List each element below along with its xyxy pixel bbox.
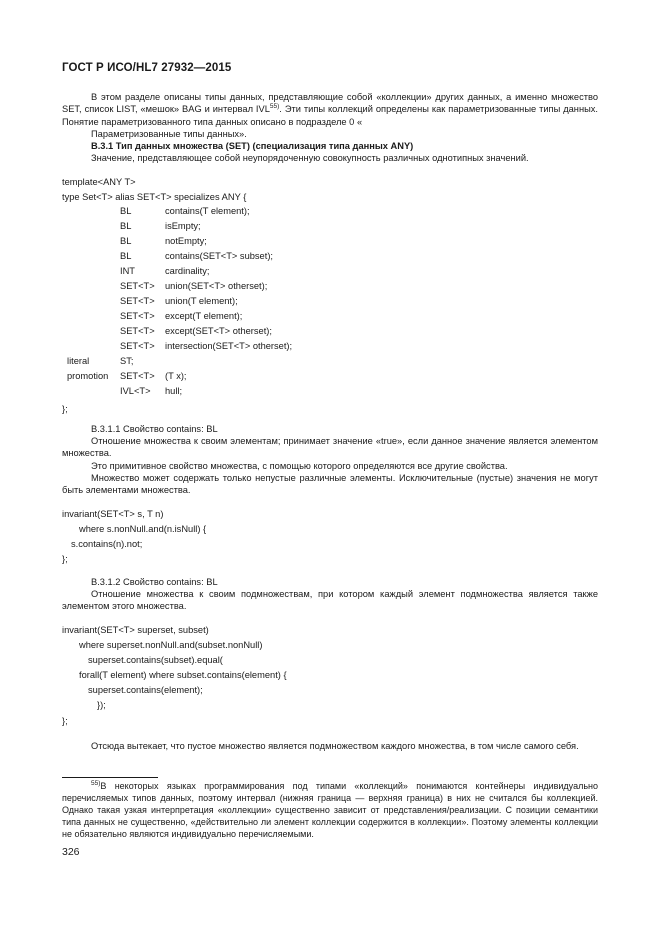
footnote-rule	[62, 777, 158, 778]
sig-member: except(SET<T> otherset);	[165, 326, 272, 336]
code-body-line: });	[97, 700, 106, 710]
code-where-line: where superset.nonNull.and(subset.nonNull)	[79, 640, 263, 650]
code-close-brace: };	[62, 554, 68, 564]
sig-type: INT	[120, 266, 135, 276]
code-close-brace: };	[62, 404, 68, 414]
subsection-title-b312: В.3.1.2 Свойство contains: BL	[91, 577, 218, 587]
sig-member: union(T element);	[165, 296, 238, 306]
section-title: В.3.1 Тип данных множества (SET) (специализация типа данных ANY)	[91, 141, 414, 151]
sig-type: SET<T>	[120, 281, 155, 291]
sig-type: IVL<T>	[120, 386, 151, 396]
code-body-line: forall(T element) where subset.contains(element) {	[79, 670, 287, 680]
sig-member: contains(T element);	[165, 206, 250, 216]
sig-type: SET<T>	[120, 296, 155, 306]
intro-text-2: . Эти типы коллекций определены как параметризованные типы данных. Понятие параметризованного типа данных описано в подразделе 0 «	[62, 104, 598, 127]
sig-member: intersection(SET<T> otherset);	[165, 341, 293, 351]
sig-member: (T x);	[165, 371, 187, 381]
b311-paragraph-3: Множество может содержать только непустые различные элементы. Исключительные (пустые) значения не могут быть элементами множества.	[62, 473, 598, 496]
section-description: Значение, представляющее собой неупорядоченную совокупность различных однотипных значений.	[91, 153, 529, 163]
code-template-line: template<ANY T>	[62, 177, 136, 187]
conclusion-paragraph: Отсюда вытекает, что пустое множество является подмножеством каждого множества, в том числе самого себя.	[91, 741, 579, 751]
footnote	[62, 780, 598, 840]
code-type-line: type Set<T> alias SET<T> specializes ANY {	[62, 192, 247, 202]
footnote-mark: 55)	[91, 780, 101, 787]
sig-member: union(SET<T> otherset);	[165, 281, 268, 291]
intro-text-1: В этом разделе описаны типы данных, представляющие собой «коллекции» других данных, а именно множество SET, список LIST, «мешок» BAG и интервал IVL	[62, 92, 598, 115]
sig-type: SET<T>	[120, 371, 155, 381]
sig-member: notEmpty;	[165, 236, 207, 246]
sig-type: SET<T>	[120, 326, 155, 336]
intro-paragraph	[62, 91, 598, 128]
code-where-line: where s.nonNull.and(n.isNull) {	[79, 524, 207, 534]
sig-type: BL	[120, 236, 132, 246]
sig-type: SET<T>	[120, 311, 155, 321]
sig-modifier: literal	[67, 356, 90, 366]
b312-paragraph-1: Отношение множества к своим подмножествам, при котором каждый элемент подмножества является также элементом этого множества.	[62, 589, 598, 612]
subsection-title-b311: В.3.1.1 Свойство contains: BL	[91, 424, 218, 434]
b311-paragraph-2: Это примитивное свойство множества, с помощью которого определяются все другие свойства.	[91, 461, 508, 471]
footnote-ref: 55)	[269, 103, 280, 111]
sig-modifier: promotion	[67, 371, 109, 381]
sig-type: BL	[120, 251, 132, 261]
document-header: ГОСТ Р ИСО/HL7 27932—2015	[62, 62, 232, 74]
sig-type: ST;	[120, 356, 134, 366]
sig-type: SET<T>	[120, 341, 155, 351]
intro-line2: Параметризованные типы данных».	[91, 129, 247, 139]
b311-paragraph-1: Отношение множества к своим элементам; принимает значение «true», если данное значение является элементом множества.	[62, 436, 598, 459]
code-body-line: s.contains(n).not;	[71, 539, 143, 549]
sig-member: cardinality;	[165, 266, 210, 276]
code-body-line: superset.contains(element);	[88, 685, 203, 695]
sig-member: isEmpty;	[165, 221, 201, 231]
code-body-line: superset.contains(subset).equal(	[88, 655, 223, 665]
code-invariant-line: invariant(SET<T> superset, subset)	[62, 625, 209, 635]
code-close-brace: };	[62, 716, 68, 726]
page-number: 326	[62, 846, 80, 858]
sig-member: hull;	[165, 386, 183, 396]
sig-type: BL	[120, 206, 132, 216]
sig-type: BL	[120, 221, 132, 231]
footnote-text: В некоторых языках программирования под типами «коллекций» понимаются контейнеры индивидуально перечисляемых типов данных, поэтому интервал (нижняя граница — верхняя граница) в них не считался бы коллекцией. Однако такая узкая интерпретация «коллекции» существенно зависит от представления/реализации. С позиции семантики типа данных не существенно, «действительно ли элемент коллекции содержится в коллекции». Поэтому элементы коллекции не обязательно являются индивидуально перечисляемыми.	[62, 781, 598, 839]
sig-member: except(T element);	[165, 311, 243, 321]
sig-member: contains(SET<T> subset);	[165, 251, 273, 261]
code-invariant-line: invariant(SET<T> s, T n)	[62, 509, 164, 519]
